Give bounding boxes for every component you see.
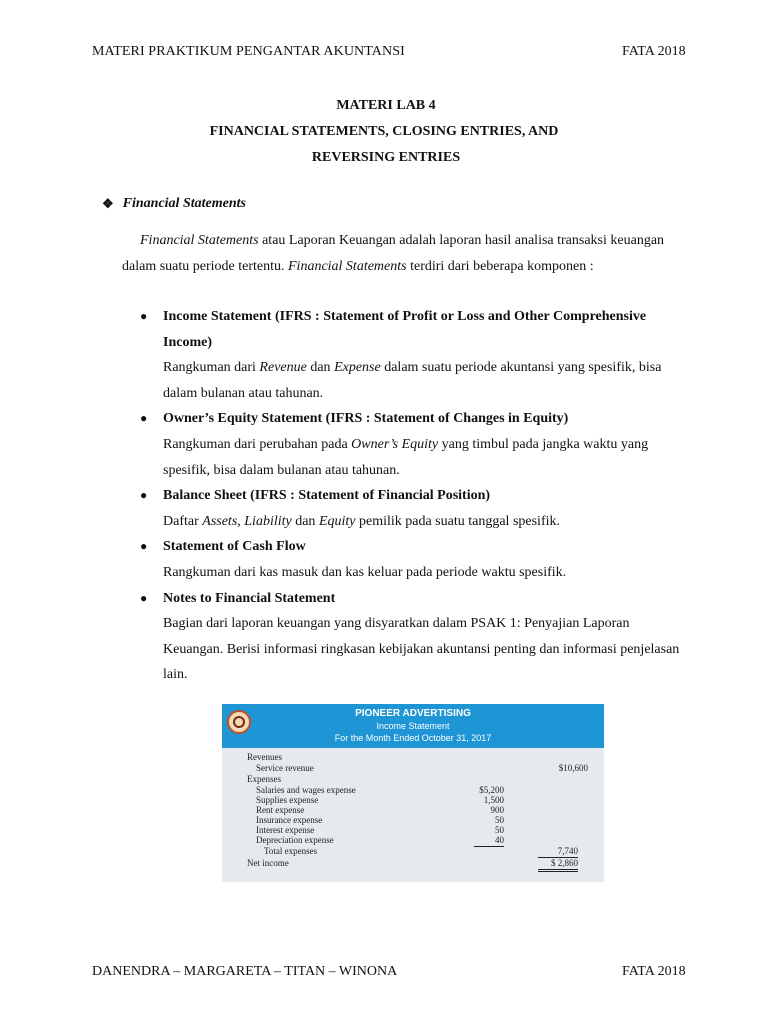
figure-company-name: PIONEER ADVERTISING (355, 708, 471, 719)
expense-label: Depreciation expense (256, 835, 334, 845)
list-item (140, 483, 680, 534)
expense-value: 900 (490, 805, 504, 815)
total-expenses-value: 7,740 (538, 846, 578, 858)
expense-label: Interest expense (256, 825, 315, 835)
figure-statement-name: Income Statement (376, 721, 450, 731)
bullet-dot-icon: ● (140, 411, 148, 426)
expense-value: 50 (495, 825, 504, 835)
list-item (140, 304, 680, 406)
list-item (140, 534, 680, 585)
revenues-label: Revenues (247, 752, 282, 762)
expense-label: Supplies expense (256, 795, 319, 805)
figure-header (222, 704, 604, 748)
intro-paragraph (122, 228, 682, 279)
intro-term-1: Financial Statements (140, 233, 259, 248)
list-item-description: Daftar Assets, Liability dan Equity pemilik pada suatu tanggal spesifik. (163, 513, 560, 529)
expense-value: $5,200 (479, 785, 504, 795)
expense-value: 50 (495, 815, 504, 825)
section-heading-text: Financial Statements (122, 196, 246, 211)
net-income-label: Net income (247, 858, 289, 868)
footer-term: FATA 2018 (622, 964, 686, 979)
list-item-description: Rangkuman dari Revenue dan Expense dalam suatu periode akuntansi yang spesifik, bisa dalam bulanan atau tahunan. (163, 360, 662, 401)
service-revenue-value: $10,600 (558, 763, 588, 773)
intro-term-2: Financial Statements (288, 258, 407, 274)
intro-text-2: terdiri dari beberapa komponen : (406, 258, 594, 274)
component-list (140, 304, 680, 688)
net-income-value: $ 2,860 (538, 858, 578, 872)
expense-value: 1,500 (483, 795, 504, 805)
section-heading (102, 196, 246, 212)
list-item-description: Rangkuman dari kas masuk dan kas keluar pada periode waktu spesifik. (163, 564, 567, 580)
list-item-description: Rangkuman dari perubahan pada Owner’s Equity yang timbul pada jangka waktu yang spesifik, bisa dalam bulanan atau tahunan. (163, 436, 649, 478)
expenses-label: Expenses (247, 774, 281, 784)
total-expenses-label: Total expenses (264, 846, 318, 856)
bullet-dot-icon: ● (140, 590, 148, 605)
list-item-heading: Income Statement (IFRS : Statement of Profit or Loss and Other Comprehensive Income) (163, 309, 647, 350)
diamond-bullet-icon: ❖ (102, 196, 114, 211)
header-course-title: MATERI PRAKTIKUM PENGANTAR AKUNTANSI (92, 44, 405, 59)
expense-value: 40 (474, 835, 504, 847)
footer-authors: DANENDRA – MARGARETA – TITAN – WINONA (92, 964, 398, 979)
expense-label: Rent expense (256, 805, 305, 815)
list-item-heading: Owner’s Equity Statement (IFRS : Statement of Changes in Equity) (163, 411, 569, 427)
figure-period: For the Month Ended October 31, 2017 (334, 733, 492, 743)
list-item-heading: Statement of Cash Flow (163, 539, 306, 555)
page-subtitle-line-2: REVERSING ENTRIES (311, 150, 461, 165)
list-item (140, 586, 680, 688)
page-subtitle-line-1: FINANCIAL STATEMENTS, CLOSING ENTRIES, AND (209, 124, 559, 139)
list-item (140, 406, 680, 483)
income-statement-figure (222, 704, 604, 882)
list-item-description: Bagian dari laporan keuangan yang disyaratkan dalam PSAK 1: Penyajian Laporan Keuangan. Berisi informasi ringkasan kebijakan akuntansi penting dan informasi penjelasan lain. (163, 616, 680, 683)
page-title: MATERI LAB 4 (336, 98, 436, 113)
expense-label: Salaries and wages expense (256, 785, 356, 795)
service-revenue-label: Service revenue (256, 763, 314, 773)
list-item-heading: Notes to Financial Statement (163, 590, 336, 606)
list-item-heading: Balance Sheet (IFRS : Statement of Financial Position) (163, 488, 491, 504)
bullet-dot-icon: ● (140, 539, 148, 554)
expense-label: Insurance expense (256, 815, 323, 825)
bullet-dot-icon: ● (140, 309, 148, 323)
header-term: FATA 2018 (622, 44, 686, 59)
bullet-dot-icon: ● (140, 488, 148, 503)
intro-text-1: atau Laporan Keuangan adalah laporan hasil analisa transaksi keuangan dalam suatu periode tertentu. (122, 233, 665, 274)
